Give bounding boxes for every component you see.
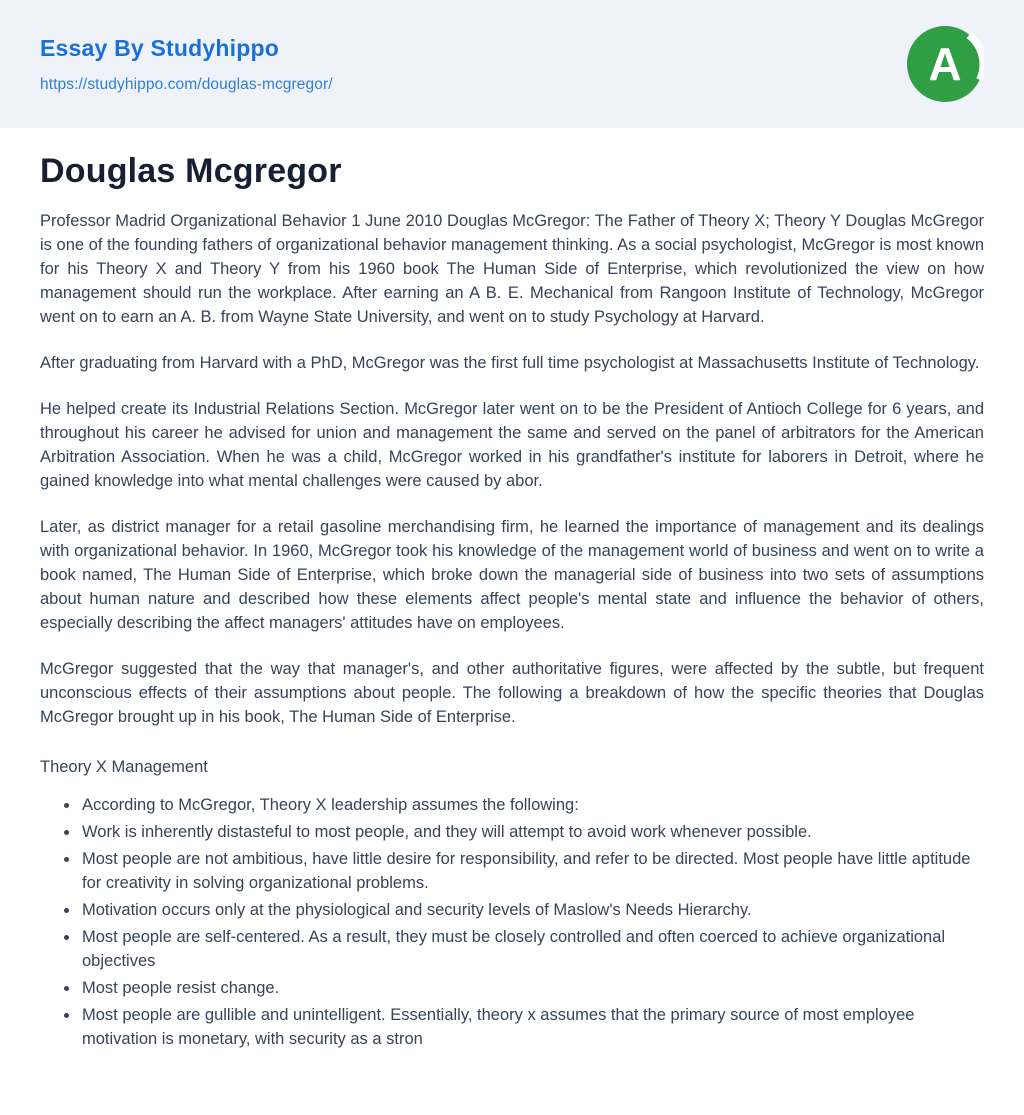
site-byline: Essay By Studyhippo <box>40 34 279 61</box>
section-heading: Theory X Management <box>40 758 208 776</box>
studyhippo-logo-icon <box>906 25 984 103</box>
bullet-item: • Most people are self-centered. As a result, they must be closely controlled and often coerced to achieve organizational objectives <box>80 925 984 973</box>
header-text-block <box>40 35 333 94</box>
bullet-item: • Work is inherently distasteful to most people, and they will attempt to avoid work whenever possible. <box>80 820 984 844</box>
paragraph: Professor Madrid Organizational Behavior 1 June 2010 Douglas McGregor: The Father of Theory X; Theory Y Douglas McGregor is one of the founding fathers of organizational behavior management thinking. As a social psychologist, McGregor is most known for his Theory X and Theory Y from his 1960 book The Human Side of Enterprise, which revolutionized the view on how management should run the workplace. After earning an A B. E. Mechanical from Rangoon Institute of Technology, McGregor went on to earn an A. B. from Wayne State University, and went on to study Psychology at Harvard. <box>40 212 984 326</box>
bullet-item: • Most people resist change. <box>80 976 984 1000</box>
article <box>0 128 1024 1051</box>
paragraph: He helped create its Industrial Relations Section. McGregor later went on to be the President of Antioch College for 6 years, and throughout his career he advised for union and management the same and served on the panel of arbitrators for the American Arbitration Association. When he was a child, McGregor worked in his grandfather's institute for laborers in Detroit, where he gained knowledge into what mental challenges were caused by abor. <box>40 400 984 490</box>
site-header <box>0 0 1024 128</box>
article-paragraphs <box>40 209 984 729</box>
page-title: Douglas Mcgregor <box>40 152 342 190</box>
bullet-item: • Most people are gullible and unintelligent. Essentially, theory x assumes that the primary source of most employee motivation is monetary, with security as a stron <box>80 1003 984 1051</box>
paragraph: After graduating from Harvard with a PhD, McGregor was the first full time psychologist at Massachusetts Institute of Technology. <box>40 354 980 372</box>
source-url-link[interactable]: https://studyhippo.com/douglas-mcgregor/ <box>40 75 333 93</box>
bullet-item: • According to McGregor, Theory X leadership assumes the following: <box>80 793 984 817</box>
bullet-item: • Motivation occurs only at the physiological and security levels of Maslow's Needs Hierarchy. <box>80 898 984 922</box>
bullet-list <box>40 793 984 1051</box>
bullet-item: • Most people are not ambitious, have little desire for responsibility, and refer to be directed. Most people have little aptitude for creativity in solving organizational problems. <box>80 847 984 895</box>
logo-letter: A <box>928 38 962 90</box>
paragraph: McGregor suggested that the way that manager's, and other authoritative figures, were affected by the subtle, but frequent unconscious effects of their assumptions about people. The following a breakdown of how the specific theories that Douglas McGregor brought up in his book, The Human Side of Enterprise. <box>40 660 984 726</box>
paragraph: Later, as district manager for a retail gasoline merchandising firm, he learned the importance of management and its dealings with organizational behavior. In 1960, McGregor took his knowledge of the management world of business and went on to write a book named, The Human Side of Enterprise, which broke down the managerial side of business into two sets of assumptions about human nature and described how these elements affect people's mental state and influence the behavior of others, especially describing the affect managers' attitudes have on employees. <box>40 518 984 632</box>
